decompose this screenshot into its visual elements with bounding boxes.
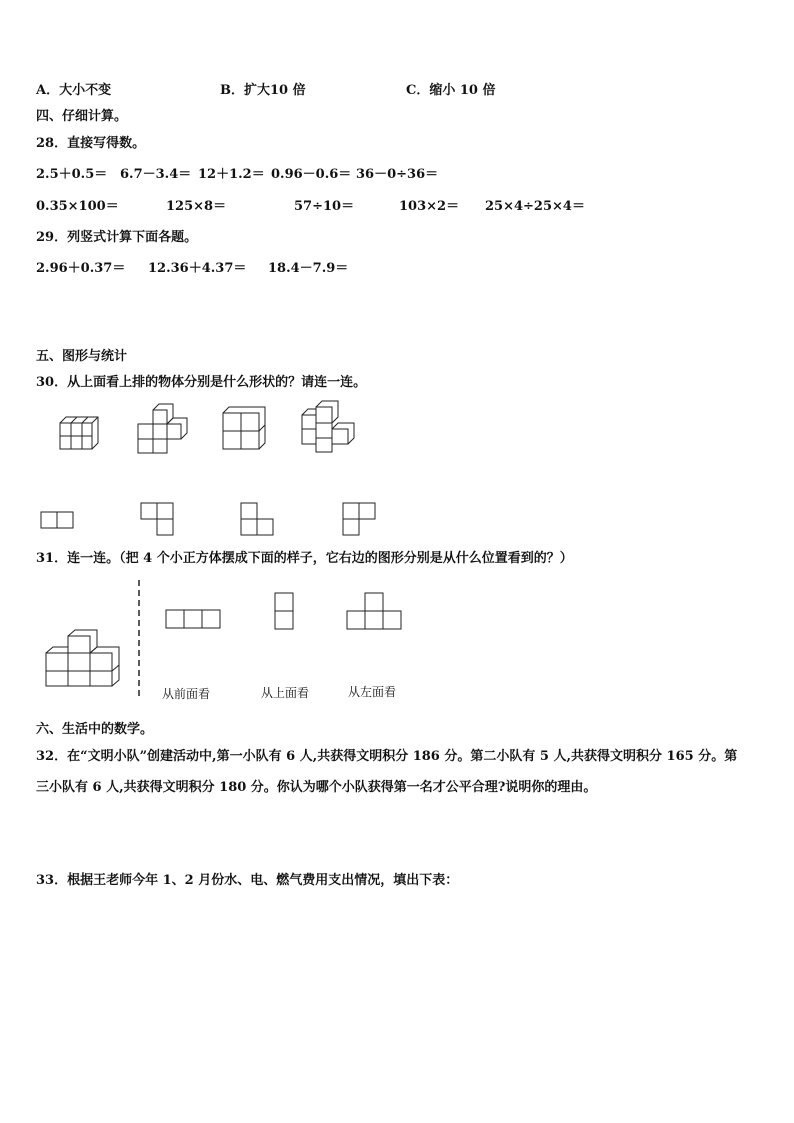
option-a: A．大小不变 [36, 83, 112, 98]
cube-object-2 [136, 403, 188, 455]
label-front-view: 从前面看 [162, 687, 211, 701]
q32-line-2: 三小队有 6 人,共获得文明积分 180 分。你认为哪个小队获得第一名才公平合理?说明你的理由。 [36, 780, 597, 795]
section-5-title: 五、图形与统计 [36, 349, 128, 364]
view-two-stacked [274, 592, 296, 632]
section-6-title: 六、生活中的数学。 [36, 722, 154, 737]
vertical-calc-item: 12.36＋4.37＝ [148, 261, 247, 276]
calc-item: 125×8＝ [166, 199, 227, 214]
q29-title: 29．列竖式计算下面各题。 [36, 230, 198, 245]
top-view-l-shape-1 [140, 502, 176, 538]
calc-item: 6.7－3.4＝ [120, 167, 192, 182]
calc-item: 2.5＋0.5＝ [36, 167, 108, 182]
calc-item: 0.96－0.6＝ [271, 167, 352, 182]
q32-line-1: 32．在“文明小队”创建活动中,第一小队有 6 人,共获得文明积分 186 分。第二小队有 5 人,共获得文明积分 165 分。第 [36, 749, 738, 764]
dashed-divider [137, 580, 141, 700]
section-4-title: 四、仔细计算。 [36, 109, 128, 124]
option-c: C．缩小 10 倍 [406, 83, 496, 98]
calc-item: 0.35×100＝ [36, 199, 119, 214]
q28-title: 28．直接写得数。 [36, 136, 146, 151]
view-t-shape [346, 592, 404, 632]
top-view-two-squares [40, 511, 76, 529]
vertical-calc-item: 18.4－7.9＝ [268, 261, 349, 276]
vertical-calc-item: 2.96＋0.37＝ [36, 261, 126, 276]
q33-title: 33．根据王老师今年 1、2 月份水、电、燃气费用支出情况，填出下表： [36, 873, 459, 888]
top-view-l-shape-2 [240, 502, 276, 538]
view-three-in-row [165, 609, 223, 631]
stacked-cubes-figure [44, 628, 124, 688]
calc-item: 12＋1.2＝ [198, 167, 265, 182]
q30-title: 30．从上面看上排的物体分别是什么形状的？请连一连。 [36, 375, 367, 390]
cube-object-4 [300, 400, 356, 456]
calc-item: 25×4÷25×4＝ [485, 199, 585, 214]
calc-item: 57÷10＝ [294, 199, 355, 214]
q31-title: 31．连一连。（把 4 个小正方体摆成下面的样子，它右边的图形分别是从什么位置看到的？） [36, 551, 573, 566]
calc-item: 103×2＝ [399, 199, 460, 214]
option-b: B．扩大10 倍 [220, 83, 306, 98]
label-top-view: 从上面看 [261, 686, 310, 700]
label-left-view: 从左面看 [348, 685, 397, 699]
cube-object-1 [54, 416, 104, 456]
cube-object-3 [220, 406, 270, 456]
top-view-l-shape-3 [342, 502, 378, 538]
calc-item: 36－0÷36＝ [356, 167, 439, 182]
